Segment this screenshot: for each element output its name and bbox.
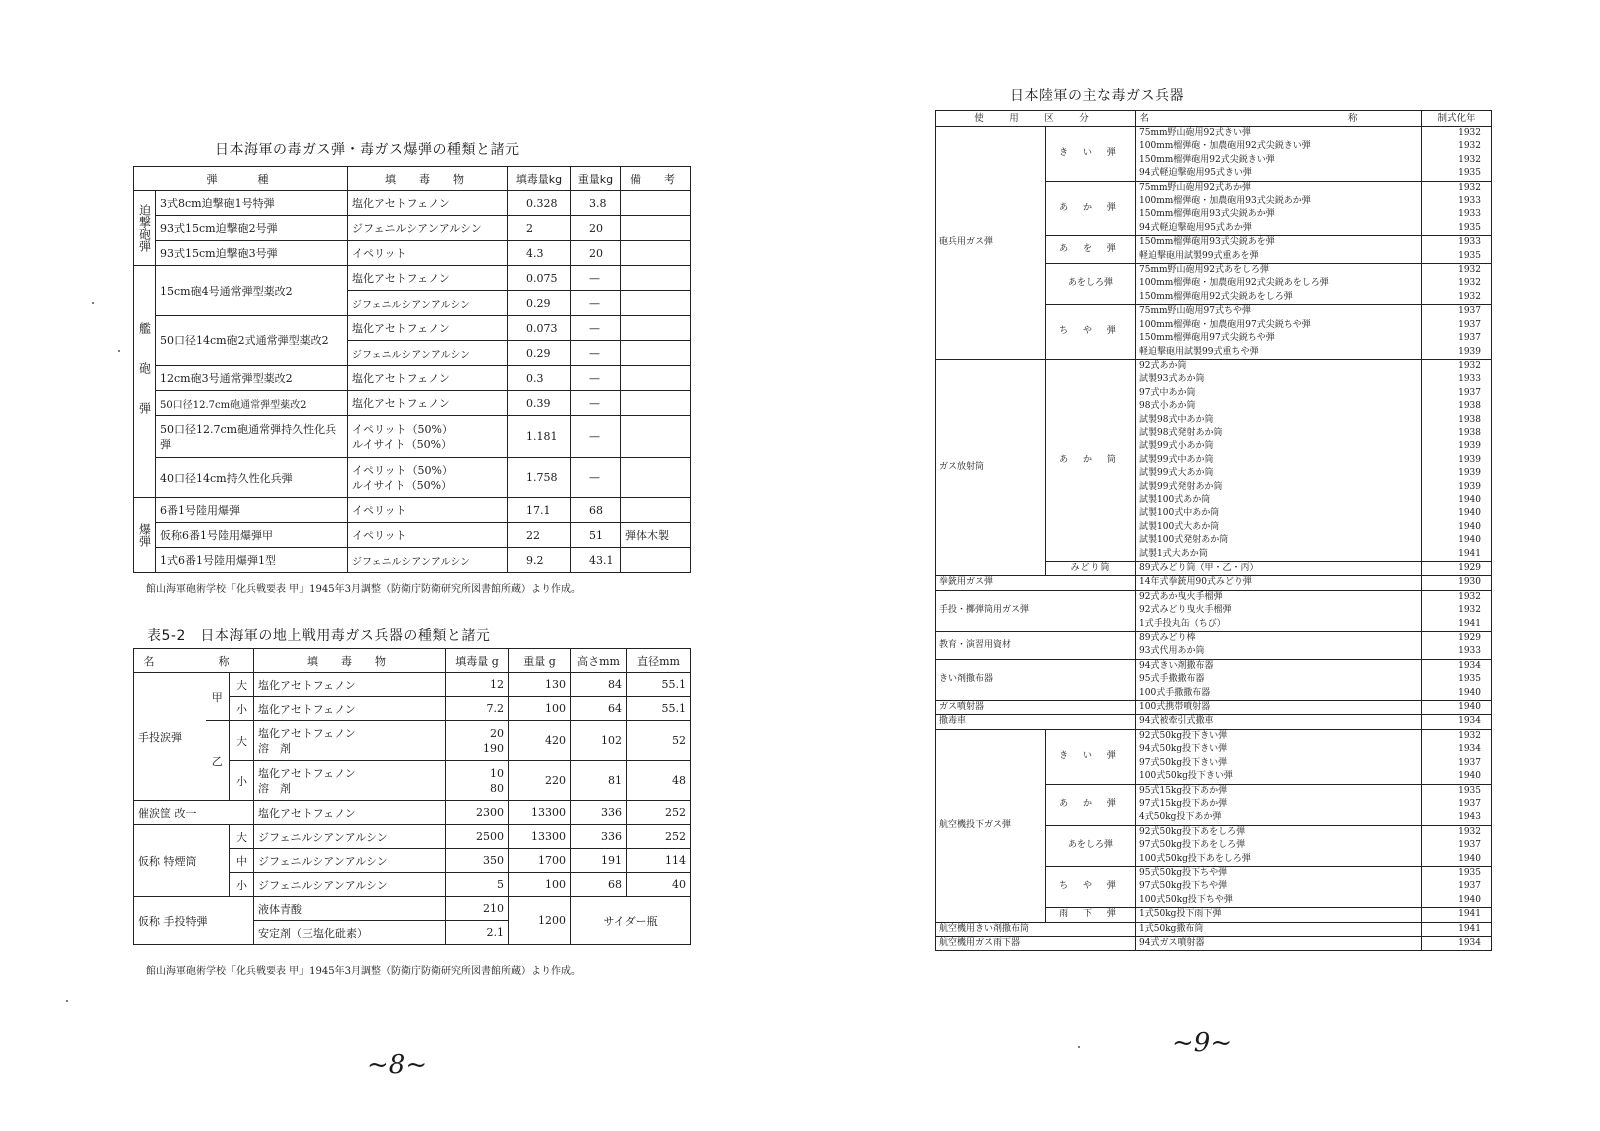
table-row — [936, 936, 1492, 950]
shell-name: 1式6番1号陸用爆弾1型 — [156, 548, 348, 573]
label-hand-tear: 手投涙弾 — [134, 673, 206, 801]
shell-weight: 43.1 — [571, 548, 621, 573]
label-small: 小 — [230, 761, 254, 801]
shell-fill: 4.3 — [508, 241, 571, 266]
table-row — [134, 897, 691, 921]
shell-note — [621, 391, 691, 416]
weapon-years: 1935 1937 1940 — [1422, 866, 1492, 907]
shell-fill: 1.758 — [508, 458, 571, 498]
weapon-diameter: 252 — [627, 801, 691, 825]
shell-weight: 20 — [571, 241, 621, 266]
use-category: 航空機用ガス雨下器 — [936, 936, 1136, 950]
table-row — [134, 801, 691, 825]
weapon-fill: 7.2 — [446, 697, 509, 721]
weapon-names: 14年式拳銃用90式みどり弾 — [1136, 576, 1422, 590]
weapon-height: サイダー瓶 — [571, 897, 691, 945]
shell-name: 仮称6番1号陸用爆弾甲 — [156, 523, 348, 548]
shell-note — [621, 191, 691, 216]
table-row — [134, 498, 691, 523]
group-label-bomb: 爆弾 — [134, 498, 156, 573]
table1-title: 日本海軍の毒ガス弾・毒ガス爆弾の種類と諸元 — [215, 142, 520, 158]
weapon-height: 336 — [571, 801, 627, 825]
shell-agent: ジフェニルシアンアルシン — [348, 216, 508, 241]
group-label-mortar: 迫撃砲弾 — [134, 191, 156, 266]
sub-category: あをしろ弾 — [1046, 264, 1136, 305]
weapon-weight: 100 — [509, 873, 571, 897]
weapon-years: 1932 1932 1932 — [1422, 264, 1492, 305]
shell-name: 50口径12.7cm砲通常弾持久性化兵弾 — [156, 416, 348, 458]
weapon-years: 1932 1937 1940 — [1422, 825, 1492, 866]
table-header-row — [134, 649, 691, 673]
weapon-years: 1934 — [1422, 715, 1492, 729]
use-category: ガス噴射器 — [936, 701, 1136, 715]
table-row — [134, 391, 691, 416]
weapon-years: 1934 — [1422, 936, 1492, 950]
shell-name: 6番1号陸用爆弾 — [156, 498, 348, 523]
shell-name: 50口径14cm砲2式通常弾型薬改2 — [156, 316, 348, 366]
weapon-diameter: 114 — [627, 849, 691, 873]
weapon-fill: 350 — [446, 849, 509, 873]
table1-source-note: 館山海軍砲術学校「化兵戦要表 甲」1945年3月調整（防衛庁防衛研究所図書館所蔵）より作成。 — [146, 584, 581, 595]
weapon-height: 191 — [571, 849, 627, 873]
shell-fill: 0.075 — [508, 266, 571, 291]
weapon-diameter: 52 — [627, 721, 691, 761]
weapon-years: 1934 1935 1940 — [1422, 659, 1492, 700]
sub-category: あ か 弾 — [1046, 181, 1136, 236]
shell-weight: 3.8 — [571, 191, 621, 216]
shell-agent: ジフェニルシアンアルシン — [348, 341, 508, 366]
shell-fill: 22 — [508, 523, 571, 548]
label-ko: 甲 — [206, 673, 230, 721]
sub-category: き い 弾 — [1046, 127, 1136, 182]
shell-agent: 塩化アセトフェノン — [348, 266, 508, 291]
table-row — [134, 673, 691, 697]
label-large: 大 — [230, 721, 254, 761]
use-category: 砲兵用ガス弾 — [936, 127, 1046, 360]
weapon-names: 1式50kg撒布筒 — [1136, 922, 1422, 936]
weapon-weight: 220 — [509, 761, 571, 801]
col-header-year: 制式化年 — [1422, 111, 1492, 127]
col-header-name: 名 称 — [134, 649, 254, 673]
sub-category: みどり筒 — [1046, 562, 1136, 576]
table-row — [134, 216, 691, 241]
weapon-names: 92式あか曳火手榴弾 92式みどり曳火手榴弾 1式手投丸缶（ちび） — [1136, 590, 1422, 631]
scan-speck — [66, 1000, 68, 1002]
shell-name: 40口径14cm持久性化兵弾 — [156, 458, 348, 498]
shell-agent: イペリット（50%） ルイサイト（50%） — [348, 458, 508, 498]
weapon-diameter: 252 — [627, 825, 691, 849]
scan-speck — [1078, 1046, 1080, 1048]
col-header-weight: 重量kg — [571, 167, 621, 191]
weapon-names: 94式きい剤撒布器 95式手撒撒布器 100式手撒撒布器 — [1136, 659, 1422, 700]
sub-category: 雨 下 弾 — [1046, 908, 1136, 922]
shell-agent: 塩化アセトフェノン — [348, 391, 508, 416]
group-label-naval: 艦砲弾 — [134, 266, 156, 498]
weapon-names: 89式みどり筒（甲・乙・丙） — [1136, 562, 1422, 576]
shell-agent: イペリット — [348, 241, 508, 266]
weapon-names: 92式あか筒 試製93式あか筒 97式中あか筒 98式小あか筒 試製98式中あか筒 試製98式発射あか筒 試製99式小あか筒 試製99式中あか筒 試製99式大あか筒 試製99式発射あか筒 試製100式あか筒 試製100式中あか筒 試製100式大あか筒 試製100式発射あか筒 試製1式大あか筒 — [1136, 359, 1422, 561]
col-header-fill: 填毒量 g — [446, 649, 509, 673]
table-row — [936, 632, 1492, 660]
weapon-years: 1932 1932 1941 — [1422, 590, 1492, 631]
weapon-diameter: 48 — [627, 761, 691, 801]
weapon-years: 1933 1935 — [1422, 236, 1492, 264]
use-category: きい剤撒布器 — [936, 659, 1136, 700]
sub-category: ち や 弾 — [1046, 866, 1136, 907]
shell-weight: — — [571, 458, 621, 498]
weapon-years: 1932 1932 1932 1935 — [1422, 127, 1492, 182]
weapon-fill: 2.1 — [446, 921, 509, 945]
table-row — [134, 721, 691, 761]
table-row — [936, 590, 1492, 631]
shell-name: 93式15cm迫撃砲3号弾 — [156, 241, 348, 266]
weapon-names: 75mm野山砲用97式ちや弾 100mm榴弾砲・加農砲用97式尖鋭ちや弾 150mm榴弾砲用97式尖鋭ちや弾 軽迫撃砲用試製99式重ちや弾 — [1136, 305, 1422, 360]
weapon-years: 1941 — [1422, 922, 1492, 936]
shell-weight: — — [571, 366, 621, 391]
shell-agent: ジフェニルシアンアルシン — [348, 291, 508, 316]
army-gas-weapon-table — [935, 110, 1492, 951]
table-row — [134, 523, 691, 548]
shell-weight: — — [571, 391, 621, 416]
shell-weight: — — [571, 291, 621, 316]
shell-fill: 0.29 — [508, 291, 571, 316]
shell-note — [621, 316, 691, 341]
weapon-height: 102 — [571, 721, 627, 761]
table3-title: 日本陸軍の主な毒ガス兵器 — [1010, 88, 1184, 104]
weapon-fill: 10 80 — [446, 761, 509, 801]
label-small: 小 — [230, 697, 254, 721]
scan-speck — [92, 302, 94, 304]
weapon-height: 64 — [571, 697, 627, 721]
table-row — [936, 715, 1492, 729]
weapon-years: 1932 1933 1937 1938 1938 1938 1939 1939 1939 1939 1940 1940 1940 1940 1941 — [1422, 359, 1492, 561]
table-row — [936, 729, 1492, 784]
shell-weight: — — [571, 266, 621, 291]
weapon-diameter: 40 — [627, 873, 691, 897]
shell-note — [621, 341, 691, 366]
shell-note — [621, 416, 691, 458]
shell-note — [621, 548, 691, 573]
weapon-height: 84 — [571, 673, 627, 697]
shell-fill: 0.29 — [508, 341, 571, 366]
shell-note — [621, 216, 691, 241]
weapon-agent: 塩化アセトフェノン — [254, 697, 446, 721]
table-row — [134, 366, 691, 391]
shell-name: 3式8cm迫撃砲1号特弾 — [156, 191, 348, 216]
weapon-names: 92式50kg投下あをしろ弾 97式50kg投下あをしろ弾 100式50kg投下あをしろ弾 — [1136, 825, 1422, 866]
weapon-weight: 13300 — [509, 825, 571, 849]
weapon-weight: 13300 — [509, 801, 571, 825]
shell-agent: 塩化アセトフェノン — [348, 191, 508, 216]
weapon-names: 75mm野山砲用92式あをしろ弾 100mm榴弾砲・加農砲用92式尖鋭あをしろ弾 150mm榴弾砲用92式尖鋭あをしろ弾 — [1136, 264, 1422, 305]
shell-note — [621, 498, 691, 523]
shell-note: 弾体木製 — [621, 523, 691, 548]
weapon-years: 1932 1933 1933 1935 — [1422, 181, 1492, 236]
shell-note — [621, 458, 691, 498]
weapon-names: 95式15kg投下あか弾 97式15kg投下あか弾 4式50kg投下あか弾 — [1136, 784, 1422, 825]
weapon-names: 100式携帯噴射器 — [1136, 701, 1422, 715]
weapon-names: 94式被牽引式撒車 — [1136, 715, 1422, 729]
shell-note — [621, 241, 691, 266]
table-header-row — [936, 111, 1492, 127]
col-header-fill: 填毒量kg — [508, 167, 571, 191]
col-header-type: 弾 種 — [134, 167, 348, 191]
sub-category: あ か 筒 — [1046, 359, 1136, 561]
col-header-diameter: 直径mm — [627, 649, 691, 673]
shell-fill: 0.328 — [508, 191, 571, 216]
shell-fill: 17.1 — [508, 498, 571, 523]
weapon-fill: 210 — [446, 897, 509, 921]
weapon-names: 95式50kg投下ちや弾 97式50kg投下ちや弾 100式50kg投下ちや弾 — [1136, 866, 1422, 907]
weapon-years: 1929 1933 — [1422, 632, 1492, 660]
weapon-names: 1式50kg投下雨下弾 — [1136, 908, 1422, 922]
weapon-names: 89式みどり棒 93式代用あか筒 — [1136, 632, 1422, 660]
col-header-agent: 填 毒 物 — [254, 649, 446, 673]
sub-category: き い 弾 — [1046, 729, 1136, 784]
label-large: 大 — [230, 673, 254, 697]
shell-fill: 0.39 — [508, 391, 571, 416]
shell-agent: 塩化アセトフェノン — [348, 366, 508, 391]
label-special-grenade: 仮称 手投特弾 — [134, 897, 254, 945]
col-header-weight: 重量 g — [509, 649, 571, 673]
weapon-years: 1940 — [1422, 701, 1492, 715]
weapon-years: 1937 1937 1937 1939 — [1422, 305, 1492, 360]
shell-note — [621, 291, 691, 316]
shell-fill: 9.2 — [508, 548, 571, 573]
col-header-height: 高さmm — [571, 649, 627, 673]
weapon-fill: 20 190 — [446, 721, 509, 761]
page-number-left: ~8~ — [367, 1050, 428, 1080]
shell-name: 15cm砲4号通常弾型薬改2 — [156, 266, 348, 316]
weapon-names: 75mm野山砲用92式きい弾 100mm榴弾砲・加農砲用92式尖鋭きい弾 150mm榴弾砲用92式尖鋭きい弾 94式軽迫撃砲用95式きい弾 — [1136, 127, 1422, 182]
table-row — [134, 458, 691, 498]
table-row — [134, 266, 691, 291]
weapon-agent: 安定剤（三塩化砒素） — [254, 921, 446, 945]
shell-name: 50口径12.7cm砲通常弾型薬改2 — [156, 391, 348, 416]
weapon-agent: 液体青酸 — [254, 897, 446, 921]
weapon-height: 336 — [571, 825, 627, 849]
table-row — [134, 316, 691, 341]
shell-note — [621, 266, 691, 291]
weapon-agent: 塩化アセトフェノン 溶 剤 — [254, 721, 446, 761]
weapon-weight: 420 — [509, 721, 571, 761]
shell-weight: — — [571, 416, 621, 458]
col-header-name: 名 称 — [1136, 111, 1422, 127]
table-row — [134, 825, 691, 849]
use-category: 手投・擲弾筒用ガス弾 — [936, 590, 1136, 631]
weapon-names: 94式ガス噴射器 — [1136, 936, 1422, 950]
sub-category: あ か 弾 — [1046, 784, 1136, 825]
table-row — [134, 191, 691, 216]
shell-name: 12cm砲3号通常弾型薬改2 — [156, 366, 348, 391]
weapon-diameter: 55.1 — [627, 697, 691, 721]
weapon-height: 81 — [571, 761, 627, 801]
use-category: 撒毒車 — [936, 715, 1136, 729]
weapon-height: 68 — [571, 873, 627, 897]
label-otsu: 乙 — [206, 721, 230, 801]
page-number-right: ~9~ — [1172, 1028, 1233, 1058]
shell-note — [621, 366, 691, 391]
table2-source-note: 館山海軍砲術学校「化兵戦要表 甲」1945年3月調整（防衛庁防衛研究所図書館所蔵）より作成。 — [146, 966, 581, 977]
table-row — [936, 659, 1492, 700]
shell-fill: 0.073 — [508, 316, 571, 341]
shell-agent: 塩化アセトフェノン — [348, 316, 508, 341]
sub-category: あをしろ弾 — [1046, 825, 1136, 866]
table-row — [936, 576, 1492, 590]
table-row — [936, 359, 1492, 561]
sub-category: ち や 弾 — [1046, 305, 1136, 360]
weapon-weight: 1700 — [509, 849, 571, 873]
weapon-fill: 2300 — [446, 801, 509, 825]
label-medium: 中 — [230, 849, 254, 873]
shell-agent: イペリット — [348, 523, 508, 548]
shell-name: 93式15cm迫撃砲2号弾 — [156, 216, 348, 241]
navy-ground-gas-weapon-table — [133, 648, 691, 945]
label-smoke-canister: 仮称 特煙筒 — [134, 825, 230, 897]
table-row — [936, 127, 1492, 182]
col-header-use: 使 用 区 分 — [936, 111, 1136, 127]
shell-weight: — — [571, 341, 621, 366]
weapon-weight: 130 — [509, 673, 571, 697]
weapon-diameter: 55.1 — [627, 673, 691, 697]
scan-speck — [118, 350, 120, 352]
weapon-agent: 塩化アセトフェノン — [254, 673, 446, 697]
weapon-years: 1941 — [1422, 908, 1492, 922]
shell-agent: イペリット — [348, 498, 508, 523]
shell-agent: イペリット（50%） ルイサイト（50%） — [348, 416, 508, 458]
use-category: ガス放射筒 — [936, 359, 1046, 576]
weapon-fill: 12 — [446, 673, 509, 697]
weapon-years: 1932 1934 1937 1940 — [1422, 729, 1492, 784]
weapon-weight: 100 — [509, 697, 571, 721]
col-header-note: 備 考 — [621, 167, 691, 191]
use-category: 航空機用きい剤撒布筒 — [936, 922, 1136, 936]
shell-weight: 51 — [571, 523, 621, 548]
table-row — [936, 922, 1492, 936]
use-category: 航空機投下ガス弾 — [936, 729, 1046, 922]
weapon-weight: 1200 — [509, 897, 571, 945]
weapon-agent: ジフェニルシアンアルシン — [254, 849, 446, 873]
label-large: 大 — [230, 825, 254, 849]
weapon-agent: 塩化アセトフェノン 溶 剤 — [254, 761, 446, 801]
sub-category: あ を 弾 — [1046, 236, 1136, 264]
shell-weight: 68 — [571, 498, 621, 523]
weapon-agent: ジフェニルシアンアルシン — [254, 873, 446, 897]
weapon-agent: ジフェニルシアンアルシン — [254, 825, 446, 849]
use-category: 教育・演習用資材 — [936, 632, 1136, 660]
shell-fill: 1.181 — [508, 416, 571, 458]
weapon-years: 1929 — [1422, 562, 1492, 576]
weapon-years: 1935 1937 1943 — [1422, 784, 1492, 825]
table2-title: 表5-2 日本海軍の地上戦用毒ガス兵器の種類と諸元 — [147, 628, 491, 644]
weapon-agent: 塩化アセトフェノン — [254, 801, 446, 825]
table-row — [936, 701, 1492, 715]
table-row — [134, 416, 691, 458]
shell-fill: 2 — [508, 216, 571, 241]
weapon-names: 92式50kg投下きい弾 94式50kg投下きい弾 97式50kg投下きい弾 100式50kg投下きい弾 — [1136, 729, 1422, 784]
table-header-row — [134, 167, 691, 191]
use-category: 拳銃用ガス弾 — [936, 576, 1136, 590]
shell-weight: 20 — [571, 216, 621, 241]
weapon-fill: 2500 — [446, 825, 509, 849]
table-row — [134, 241, 691, 266]
label-small: 小 — [230, 873, 254, 897]
navy-gas-shell-table — [133, 166, 691, 573]
weapon-years: 1930 — [1422, 576, 1492, 590]
label-tear-basket: 催涙筐 改一 — [134, 801, 254, 825]
shell-weight: — — [571, 316, 621, 341]
table-row — [134, 548, 691, 573]
shell-fill: 0.3 — [508, 366, 571, 391]
shell-agent: ジフェニルシアンアルシン — [348, 548, 508, 573]
weapon-names: 150mm榴弾砲用93式尖鋭あを弾 軽迫撃砲用試製99式重あを弾 — [1136, 236, 1422, 264]
weapon-fill: 5 — [446, 873, 509, 897]
col-header-agent: 填 毒 物 — [348, 167, 508, 191]
weapon-names: 75mm野山砲用92式あか弾 100mm榴弾砲・加農砲用93式尖鋭あか弾 150mm榴弾砲用93式尖鋭あか弾 94式軽迫撃砲用95式あか弾 — [1136, 181, 1422, 236]
